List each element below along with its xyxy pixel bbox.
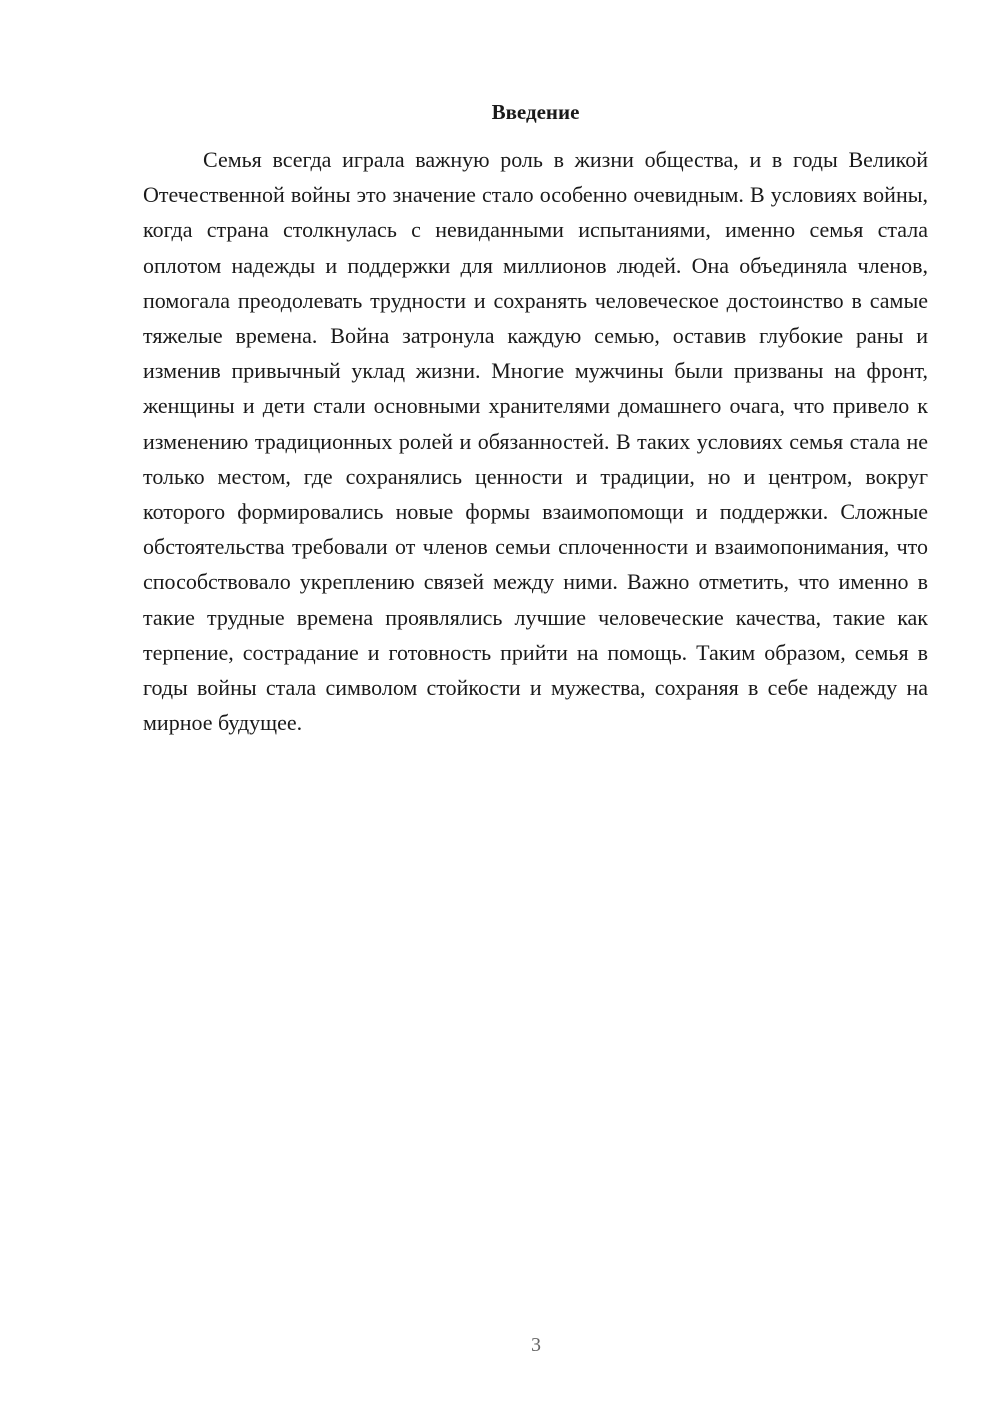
page-number: 3 [531,1334,541,1356]
body-paragraph: Семья всегда играла важную роль в жизни общества, и в годы Великой Отечественной войны это значение стало особенно очевидным. В условиях войны, когда страна столкнулась с невиданными испытаниями, именно семья стала оплотом надежды и поддержки для миллионов людей. Она объединяла членов, помогала преодолевать трудности и сохранять человеческое достоинство в самые тяжелые времена. Война затронула каждую семью, оставив глубокие раны и изменив привычный уклад жизни. Многие мужчины были призваны на фронт, женщины и дети стали основными хранителями домашнего очага, что привело к изменению традиционных ролей и обязанностей. В таких условиях семья стала не только местом, где сохранялись ценности и традиции, но и центром, вокруг которого формировались новые формы взаимопомощи и поддержки. Сложные обстоятельства требовали от членов семьи сплоченности и взаимопонимания, что способствовало укреплению связей между ними. Важно отметить, что именно в такие трудные времена проявлялись лучшие человеческие качества, такие как терпение, сострадание и готовность прийти на помощь. Таким образом, семья в годы войны стала символом стойкости и мужества, сохраняя в себе надежду на мирное будущее. [143,147,928,736]
section-heading: Введение [491,100,580,124]
